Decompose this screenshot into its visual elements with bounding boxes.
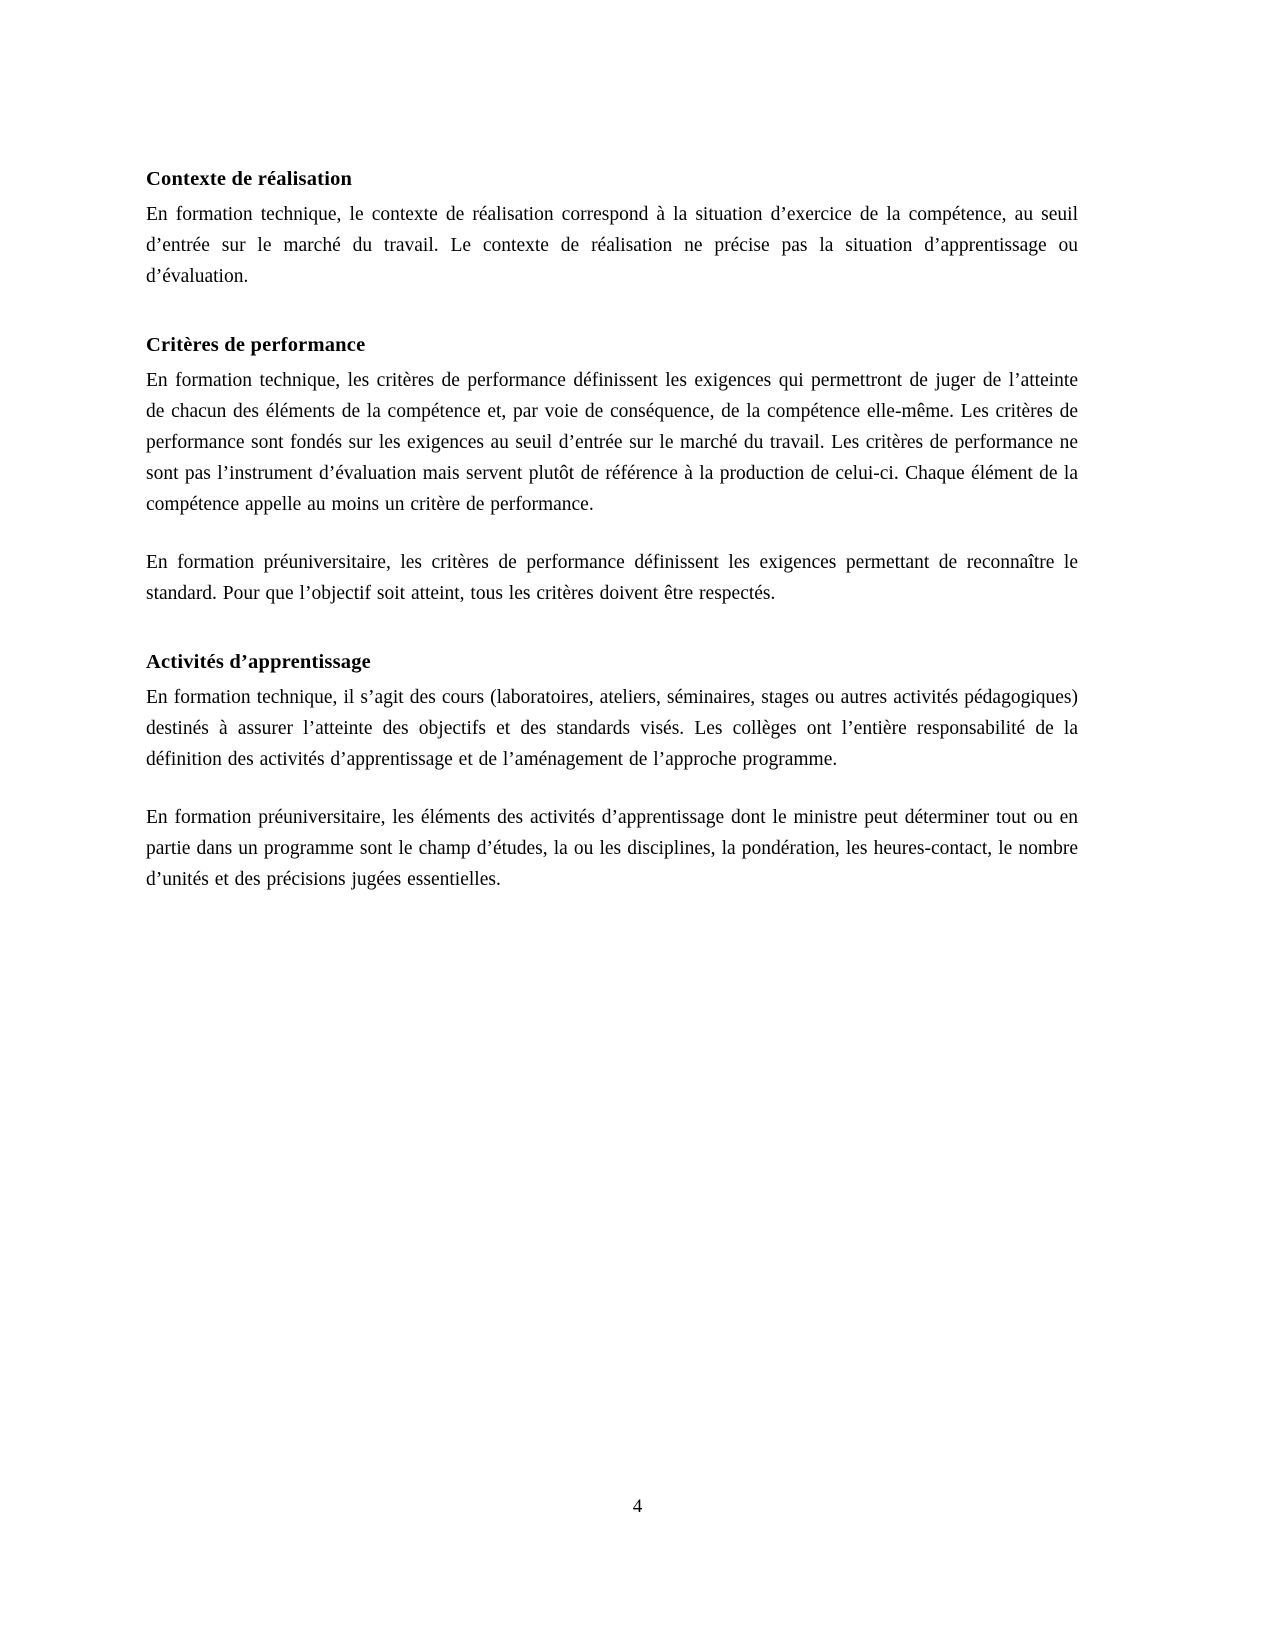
section-heading: Critères de performance	[146, 334, 366, 356]
section-criteres-de-performance	[146, 334, 1078, 609]
section-heading: Contexte de réalisation	[146, 168, 353, 190]
section-contexte-de-realisation	[146, 168, 1078, 292]
page-number: 4	[632, 1496, 643, 1517]
section-activites-apprentissage	[146, 651, 1078, 895]
paragraph: En formation technique, il s’agit des cours (laboratoires, ateliers, séminaires, stages ou autres activités pédagogiques) destinés à assurer l’atteinte des objectifs et des standards visés. Les collèges ont l’entière responsabilité de la définition des activités d’apprentissage et de l’aménagement de l’approche programme.	[146, 687, 1078, 770]
section-heading: Activités d’apprentissage	[146, 651, 371, 673]
paragraph: En formation technique, les critères de performance définissent les exigences qui permettront de juger de l’atteinte de chacun des éléments de la compétence et, par voie de conséquence, de la compétence elle-même. Les critères de performance sont fondés sur les exigences au seuil d’entrée sur le marché du travail. Les critères de performance ne sont pas l’instrument d’évaluation mais servent plutôt de référence à la production de celui-ci. Chaque élément de la compétence appelle au moins un critère de performance.	[146, 370, 1078, 515]
paragraph: En formation préuniversitaire, les éléments des activités d’apprentissage dont le ministre peut déterminer tout ou en partie dans un programme sont le champ d’études, la ou les disciplines, la pondération, les heures-contact, le nombre d’unités et des précisions jugées essentielles.	[146, 807, 1078, 890]
paragraph: En formation technique, le contexte de réalisation correspond à la situation d’exercice de la compétence, au seuil d’entrée sur le marché du travail. Le contexte de réalisation ne précise pas la situation d’apprentissage ou d’évaluation.	[146, 204, 1078, 287]
paragraph: En formation préuniversitaire, les critères de performance définissent les exigences permettant de reconnaître le standard. Pour que l’objectif soit atteint, tous les critères doivent être respectés.	[146, 552, 1078, 604]
